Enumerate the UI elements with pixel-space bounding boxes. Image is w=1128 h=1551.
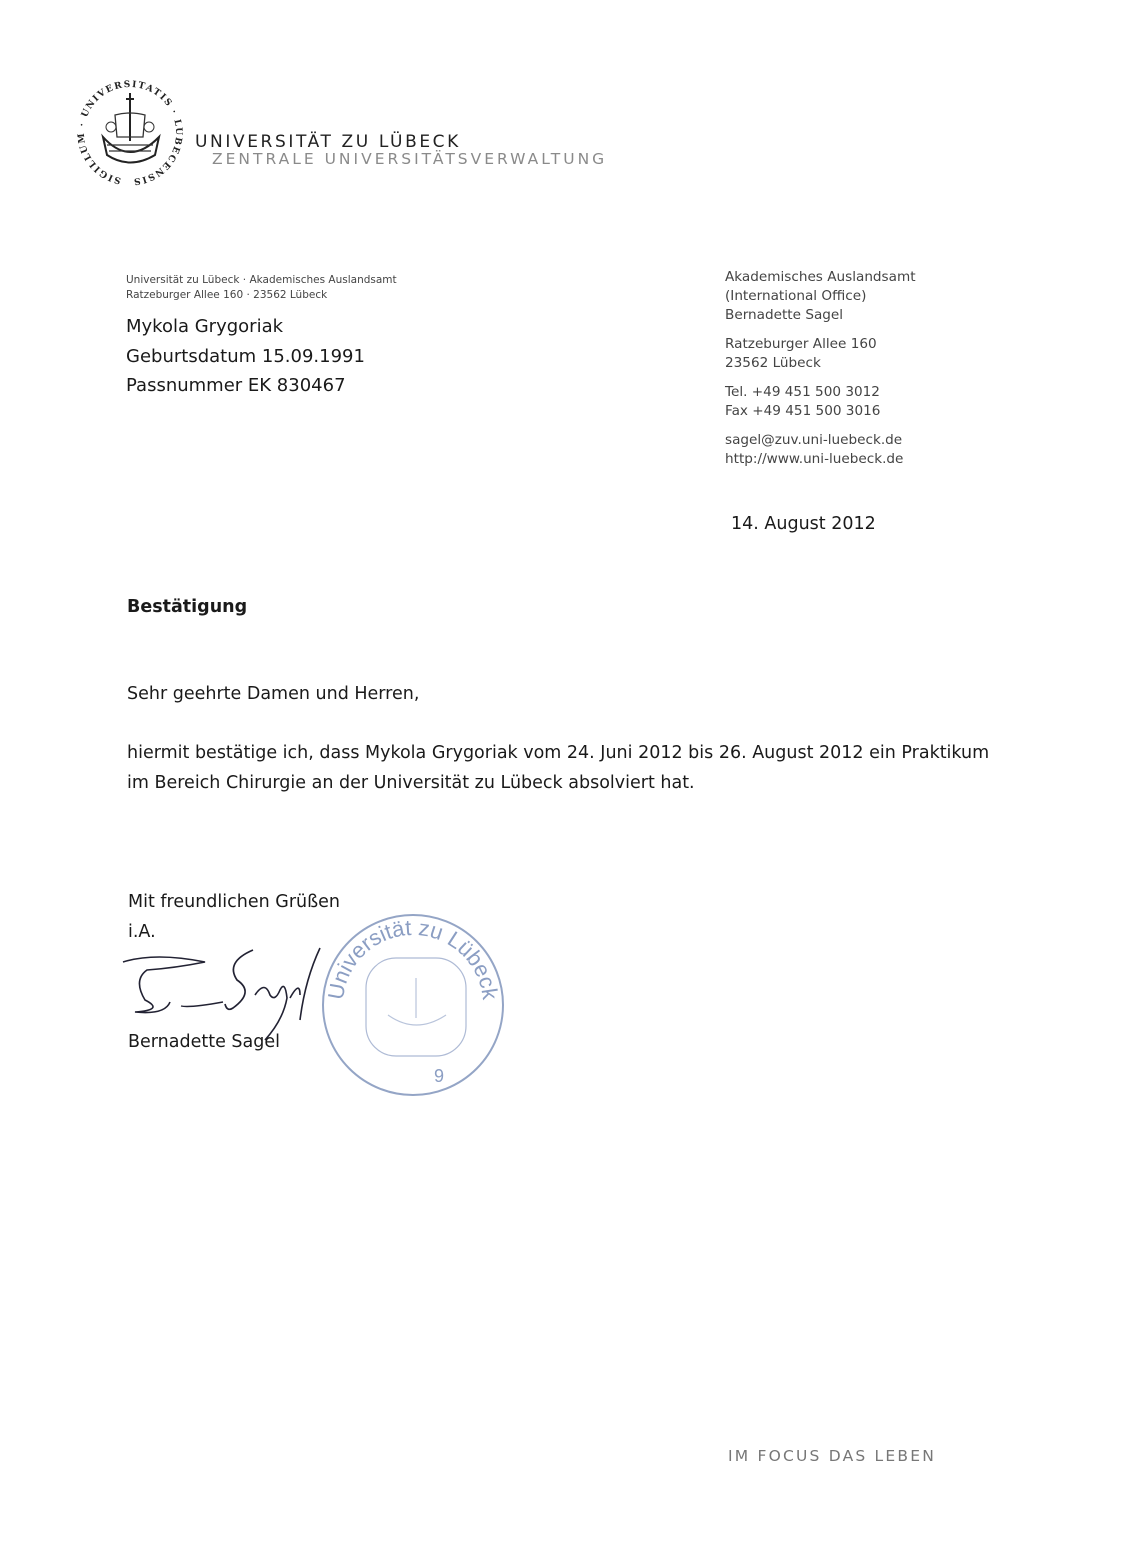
official-stamp: [318, 910, 508, 1100]
contact-tel: Tel. +49 451 500 3012: [725, 384, 880, 400]
university-seal-logo: [75, 75, 185, 193]
contact-street: Ratzeburger Allee 160: [725, 336, 877, 352]
closing-block: [128, 887, 340, 947]
closing-regards: Mit freundlichen Grüßen: [128, 892, 340, 912]
contact-person: Bernadette Sagel: [725, 307, 844, 323]
university-name: UNIVERSITÄT ZU LÜBECK: [195, 132, 461, 152]
footer-slogan: IM FOCUS DAS LEBEN: [728, 1447, 937, 1465]
recipient-passport: Passnummer EK 830467: [126, 375, 346, 396]
department-name: ZENTRALE UNIVERSITÄTSVERWALTUNG: [212, 150, 608, 168]
contact-website: http://www.uni-luebeck.de: [725, 451, 904, 467]
sender-line-2: Ratzeburger Allee 160 · 23562 Lübeck: [126, 289, 328, 301]
recipient-birthdate: Geburtsdatum 15.09.1991: [126, 345, 365, 367]
contact-city: 23562 Lübeck: [725, 355, 821, 371]
stamp-number: 9: [434, 1066, 445, 1086]
svg-text:SIGILLUM · UNIVERSITATIS · LUB: SIGILLUM · UNIVERSITATIS · LUBECENSIS: [76, 79, 184, 187]
stamp-text: Universität zu Lübeck: [323, 914, 503, 1002]
signatory-name: Bernadette Sagel: [128, 1032, 280, 1052]
recipient-block: [126, 312, 365, 401]
contact-block: [725, 268, 916, 469]
sender-line-1: Universität zu Lübeck · Akademisches Auslandsamt: [126, 274, 397, 286]
letter-body: hiermit bestätige ich, dass Mykola Grygoriak vom 24. Juni 2012 bis 26. August 2012 ein Praktikum im Bereich Chirurgie an der Universität zu Lübeck absolviert hat.: [127, 743, 990, 793]
letter-subject: Bestätigung: [127, 597, 248, 617]
contact-fax: Fax +49 451 500 3016: [725, 403, 881, 419]
contact-email: sagel@zuv.uni-luebeck.de: [725, 432, 903, 448]
closing-ia: i.A.: [128, 922, 156, 942]
contact-office-en: (International Office): [725, 288, 867, 304]
recipient-name: Mykola Grygoriak: [126, 316, 284, 337]
contact-office: Akademisches Auslandsamt: [725, 269, 916, 285]
sender-return-address: [126, 273, 397, 303]
letter-date: 14. August 2012: [731, 514, 876, 534]
salutation: Sehr geehrte Damen und Herren,: [127, 684, 420, 704]
